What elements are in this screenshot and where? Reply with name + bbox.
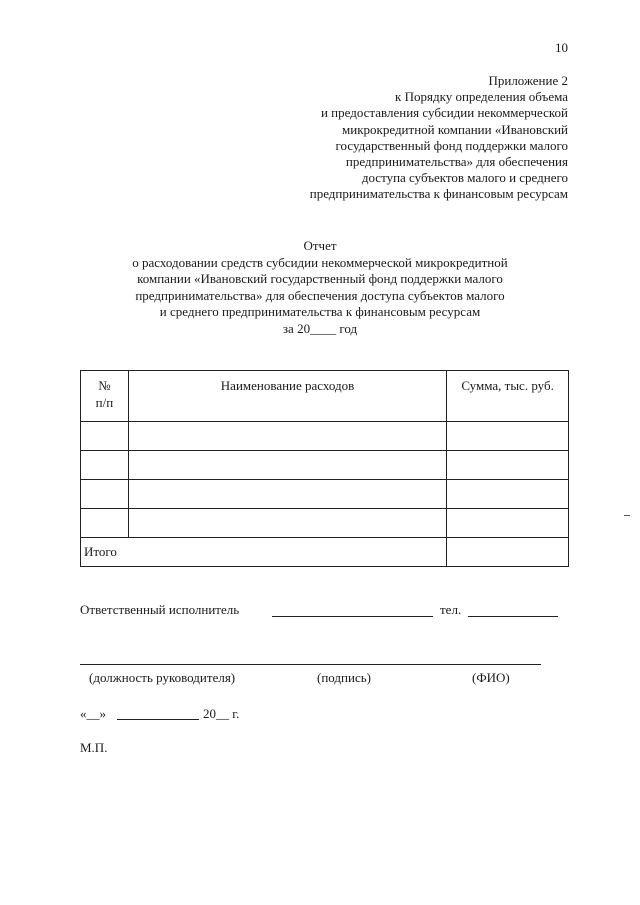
- annex-line: предпринимательства к финансовым ресурсам: [309, 186, 568, 202]
- annex-line: Приложение 2: [488, 73, 568, 88]
- table-cell[interactable]: [81, 509, 129, 538]
- table-cell[interactable]: [128, 509, 446, 538]
- table-cell[interactable]: [128, 451, 446, 480]
- margin-mark: [624, 515, 630, 516]
- annex-header: [208, 73, 568, 203]
- total-value-cell[interactable]: [447, 538, 569, 567]
- table-row: [81, 480, 569, 509]
- table-cell[interactable]: [81, 422, 129, 451]
- table-cell[interactable]: [128, 422, 446, 451]
- responsible-label: Ответственный исполнитель: [80, 602, 240, 617]
- table-cell[interactable]: [128, 480, 446, 509]
- table-row: [81, 422, 569, 451]
- report-line: компании «Ивановский государственный фонд поддержки малого: [137, 271, 503, 286]
- date-year: 20__ г.: [203, 706, 240, 721]
- report-period: за 20____ год: [282, 320, 358, 336]
- total-row: [81, 538, 569, 567]
- report-title: Отчет: [303, 238, 337, 253]
- table-row: [81, 509, 569, 538]
- position-label: (должность руководителя): [89, 670, 236, 685]
- annex-line: микрокредитной компании «Ивановский: [342, 121, 568, 137]
- report-heading: [80, 238, 560, 337]
- expenses-table: [80, 370, 569, 567]
- table-row: [81, 451, 569, 480]
- annex-line: предпринимательства» для обеспечения: [345, 154, 568, 170]
- header-number: № п/п: [81, 371, 129, 422]
- date-day: «__»: [80, 706, 106, 721]
- table-cell[interactable]: [447, 480, 569, 509]
- stamp-label: М.П.: [80, 740, 108, 755]
- name-label: (ФИО): [472, 670, 510, 685]
- phone-blank[interactable]: [468, 616, 558, 617]
- signature-line[interactable]: [80, 664, 541, 665]
- phone-label: тел.: [440, 602, 462, 617]
- report-line: предпринимательства» для обеспечения доступа субъектов малого: [135, 287, 505, 303]
- table-cell[interactable]: [447, 509, 569, 538]
- report-line: о расходовании средств субсидии некоммерческой микрокредитной: [132, 254, 508, 270]
- page-number: 10: [555, 40, 568, 55]
- table-header-row: [81, 371, 569, 422]
- annex-line: доступа субъектов малого и среднего: [361, 170, 568, 186]
- table-cell[interactable]: [81, 451, 129, 480]
- header-name: Наименование расходов: [128, 371, 446, 422]
- table-cell[interactable]: [81, 480, 129, 509]
- date-month-blank[interactable]: [117, 719, 199, 720]
- annex-line: государственный фонд поддержки малого: [335, 137, 568, 153]
- table-cell[interactable]: [447, 451, 569, 480]
- report-line: и среднего предпринимательства к финансовым ресурсам: [159, 304, 481, 319]
- header-sum: Сумма, тыс. руб.: [447, 371, 569, 422]
- annex-line: и предоставления субсидии некоммерческой: [320, 105, 568, 121]
- total-label: Итого: [81, 538, 447, 567]
- annex-line: к Порядку определения объема: [395, 89, 568, 105]
- table-cell[interactable]: [447, 422, 569, 451]
- responsible-blank[interactable]: [272, 616, 433, 617]
- signature-label: (подпись): [317, 670, 371, 685]
